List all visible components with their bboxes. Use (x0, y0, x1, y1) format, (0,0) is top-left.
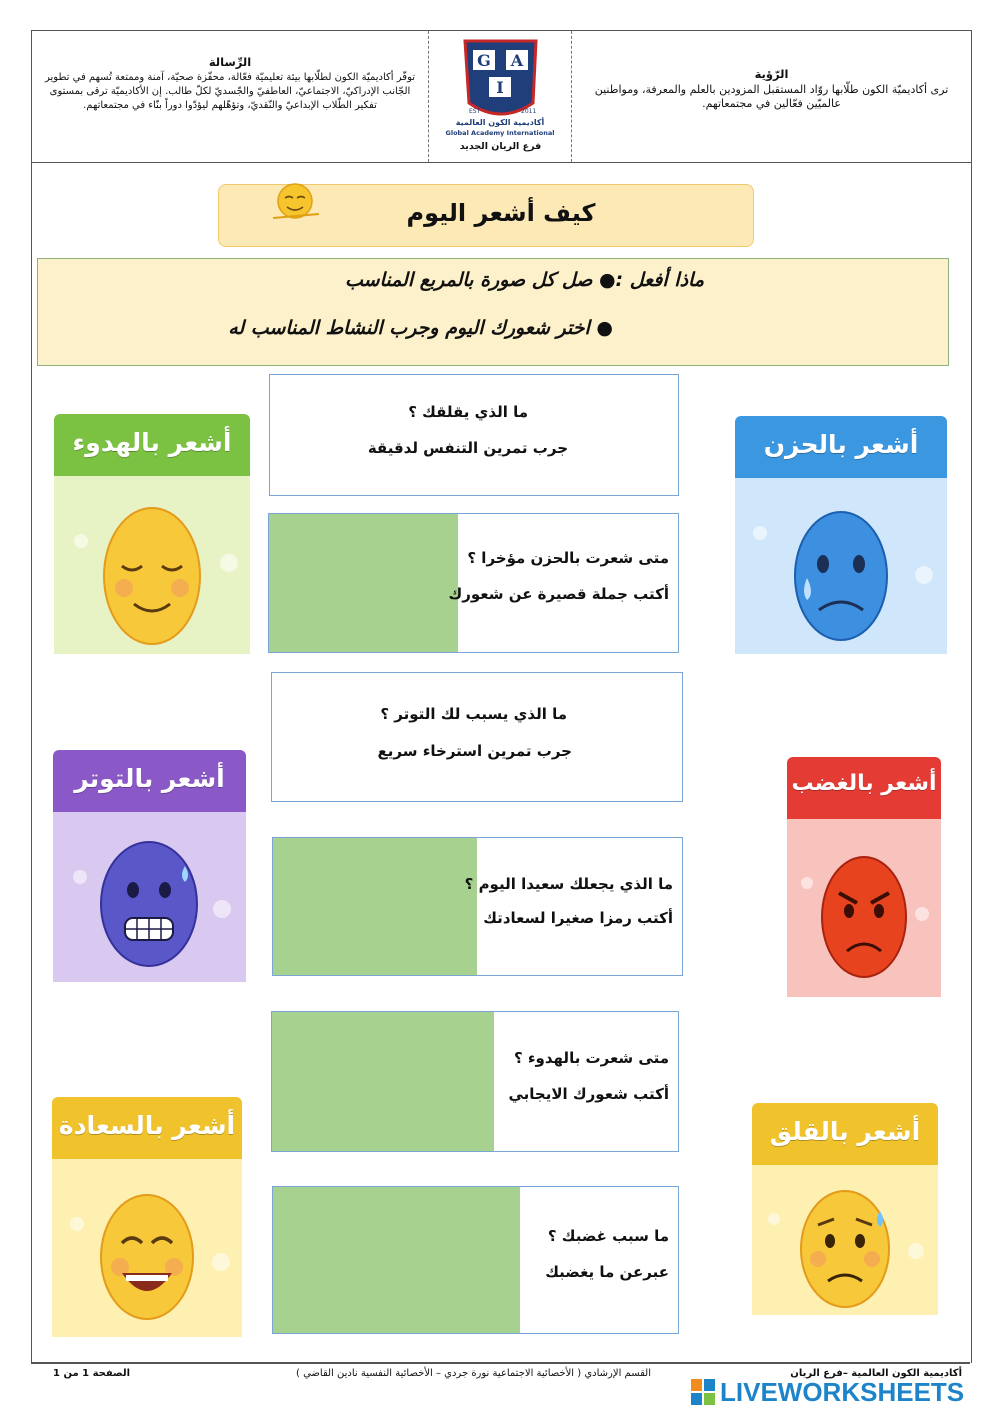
match-box-anger[interactable] (272, 1186, 679, 1334)
vision-text: ترى أكاديميّة الكون طلّابها روّاد المستقبل المزودين بالعلم والمعرفة، ومواطنين عالميّين فعّالين في مجتمعاتهم. (594, 83, 949, 110)
box-question: ما الذي يقلقك ؟ (408, 403, 528, 421)
page-title: كيف أشعر اليوم (406, 199, 596, 227)
box-question: ما الذي يسبب لك التوتر ؟ (380, 705, 567, 723)
logo-letter-i: I (496, 78, 504, 97)
school-name: أكاديمية الكون العالمية –فرع الريان (790, 1368, 962, 1379)
instructions-panel (37, 258, 949, 366)
watermark-text: LIVEWORKSHEETS (720, 1377, 965, 1407)
card-sad[interactable] (735, 416, 947, 654)
title-banner (218, 184, 754, 247)
match-box-happy[interactable] (272, 837, 683, 976)
card-label: أشعر بالقلق (769, 1117, 921, 1146)
card-happy[interactable] (52, 1097, 242, 1337)
branch-name: فرع الريان الجديد (459, 141, 542, 152)
vision-title: الرّؤية (754, 67, 789, 81)
answer-drop-area[interactable] (273, 1187, 520, 1333)
card-stress[interactable] (53, 750, 246, 982)
card-label: أشعر بالغضب (791, 771, 937, 796)
mission-text: توفّر أكاديميّة الكون لطلّابها بيئة تعليميّة فعّالة، محفّزة صحيّة، آمنة وممتعة تُسهم في تطوير الجّانب الإدراكيّ، الاجتماعيّ، العاطفيّ والجّسديّ لكلّ طالب. إن الأكاديميّة ترقى بمستوى تفكير الطّلاب الإبداعيّ والنّقديّ، وتؤهّلهم ليؤدّوا دوراً بنّاء في مجتمعاتهم. (44, 72, 416, 111)
worried-face-icon (752, 1177, 938, 1315)
box-activity: عبرعن ما يغضبك (545, 1263, 669, 1281)
logo-year-left: EST (469, 108, 481, 115)
sad-face-icon (735, 498, 947, 654)
stress-face-icon (53, 826, 246, 982)
card-label: أشعر بالحزن (763, 430, 919, 459)
page-header (31, 30, 972, 163)
match-box-worry[interactable] (269, 374, 679, 496)
instruction-line-2: ● اختر شعورك اليوم وجرب النشاط المناسب له (228, 317, 613, 339)
answer-drop-area[interactable] (272, 1012, 494, 1151)
box-activity: أكتب شعورك الايجابي (508, 1085, 669, 1103)
card-calm[interactable] (54, 414, 250, 654)
card-worry[interactable] (752, 1103, 938, 1315)
page-number: الصفحة 1 من 1 (53, 1368, 131, 1379)
box-question: ما الذي يجعلك سعيدا اليوم ؟ (464, 875, 673, 893)
calm-face-icon (54, 496, 250, 654)
box-activity: جرب تمرين التنفس لدقيقة (367, 439, 568, 457)
liveworksheets-logo-icon (690, 1378, 718, 1408)
card-label: أشعر بالتوتر (74, 764, 225, 793)
logo-letter-g: G (477, 51, 491, 70)
match-box-stress[interactable] (271, 672, 683, 802)
box-activity: أكتب رمزا صغيرا لسعادتك (483, 909, 673, 927)
card-label: أشعر بالسعادة (58, 1111, 236, 1140)
vision-section (572, 31, 971, 162)
logo-year-right: 2011 (521, 108, 537, 115)
logo-section (429, 31, 572, 162)
box-activity: أكتب جملة قصيرة عن شعورك (448, 585, 669, 603)
school-logo (429, 33, 572, 141)
instruction-line-1: ماذا أفعل :● صل كل صورة بالمربع المناسب (344, 269, 704, 291)
logo-english-name: Global Academy International (445, 129, 555, 137)
logo-arabic-name: أكاديمية الكون العالمية (455, 118, 545, 127)
match-box-calm[interactable] (271, 1011, 679, 1152)
box-activity: جرب تمرين استرخاء سريع (377, 742, 572, 760)
liveworksheets-watermark (690, 1375, 990, 1411)
answer-drop-area[interactable] (269, 514, 458, 652)
box-question: ما سبب غضبك ؟ (547, 1227, 669, 1245)
angry-face-icon (787, 839, 941, 997)
box-question: متى شعرت بالهدوء ؟ (513, 1049, 669, 1067)
card-anger[interactable] (787, 757, 941, 997)
match-box-sad[interactable] (268, 513, 679, 653)
box-question: متى شعرت بالحزن مؤخرا ؟ (467, 549, 669, 567)
mission-title: الرِّسالة (208, 55, 252, 69)
mission-section (32, 31, 429, 162)
happy-face-icon (52, 1177, 242, 1337)
answer-drop-area[interactable] (273, 838, 477, 975)
card-label: أشعر بالهدوء (72, 428, 232, 457)
department-credit: القسم الإرشادي ( الأخصائية الاجتماعية نورة جردي – الأخصائية النفسية نادين القاضي ) (296, 1368, 651, 1379)
logo-letter-a: A (510, 51, 524, 70)
